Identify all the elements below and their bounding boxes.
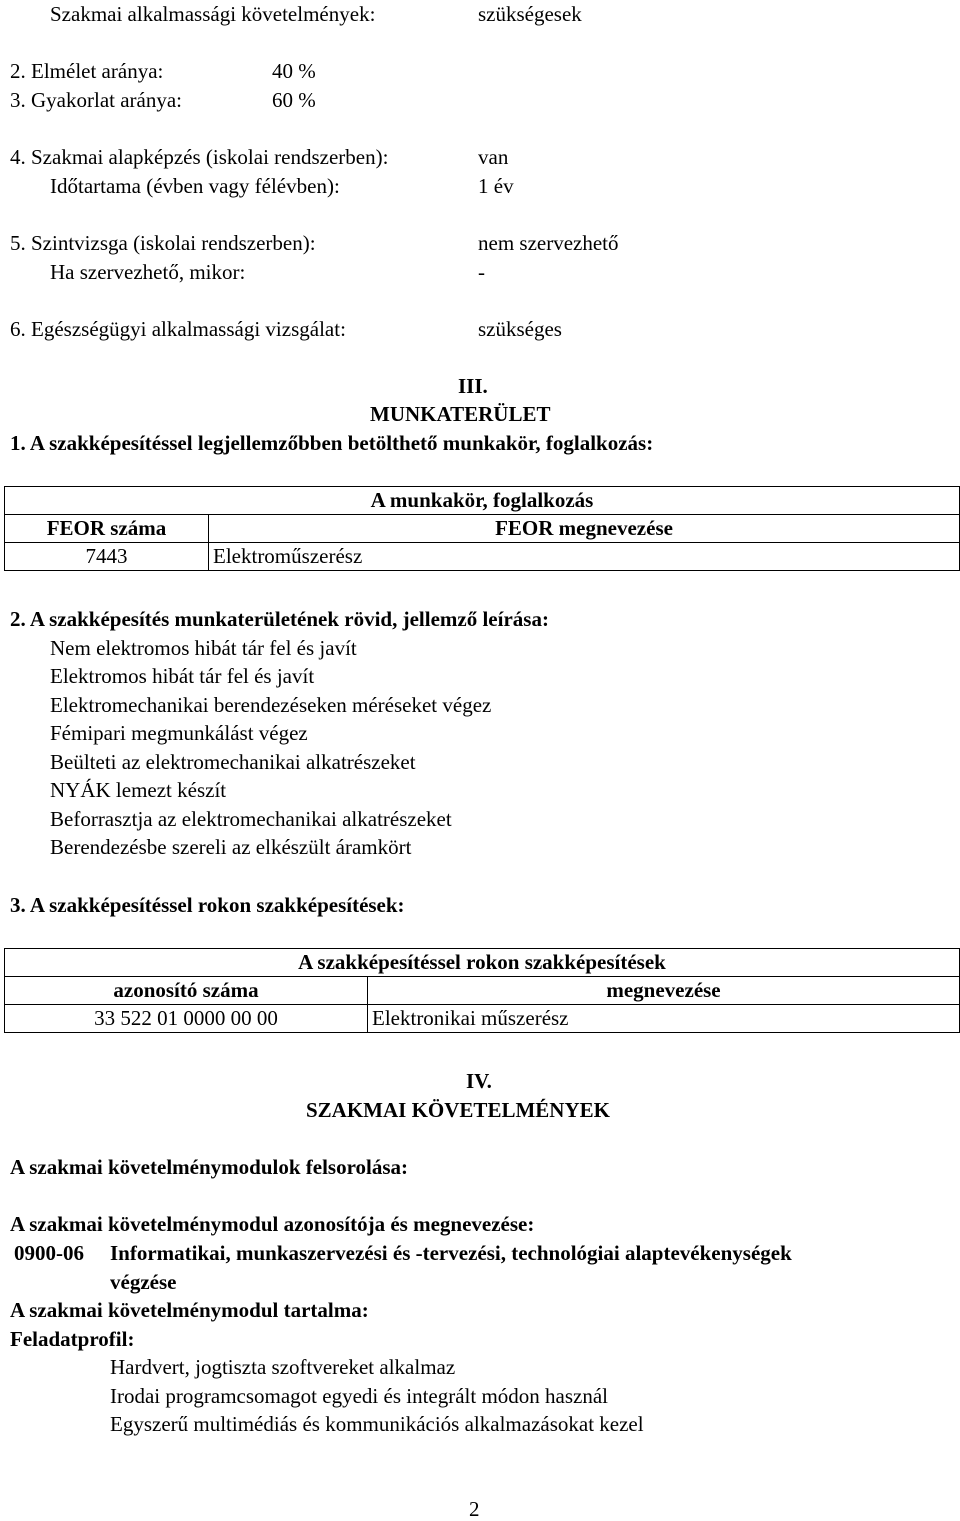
section3-title: MUNKATERÜLET: [370, 402, 551, 426]
module-name-line-2: végzése: [110, 1270, 177, 1294]
related-table-header-row: [5, 949, 960, 977]
occupation-table-header: A munkakör, foglalkozás: [5, 487, 960, 515]
module-name-line-1: Informatikai, munkaszervezési és -tervezési, technológiai alaptevékenységek: [110, 1241, 792, 1265]
table-row: [5, 543, 960, 571]
related-table-column-row: [5, 977, 960, 1005]
section4-numeral: IV.: [466, 1069, 492, 1093]
related-code-header: azonosító száma: [5, 977, 368, 1005]
task-item: Fémipari megmunkálást végez: [50, 721, 308, 745]
task-item: NYÁK lemezt készít: [50, 778, 227, 802]
module-content-heading: A szakmai követelménymodul tartalma:: [10, 1298, 369, 1322]
feor-code-cell: 7443: [5, 543, 209, 571]
related-code-cell: 33 522 01 0000 00 00: [5, 1005, 368, 1033]
task-item: Beforrasztja az elektromechanikai alkatrészeket: [50, 807, 452, 831]
level-exam-label: 5. Szintvizsga (iskolai rendszerben):: [10, 231, 316, 255]
theory-ratio-value: 40 %: [272, 59, 316, 83]
task-item: Elektromechanikai berendezéseken méréseket végez: [50, 693, 492, 717]
exam-when-value: -: [478, 260, 485, 284]
task-item: Berendezésbe szereli az elkészült áramkört: [50, 835, 412, 859]
related-qualifications-table: [4, 948, 960, 1033]
duration-label: Időtartama (évben vagy félévben):: [50, 174, 340, 198]
related-name-header: megnevezése: [368, 977, 960, 1005]
task-item: Beülteti az elektromechanikai alkatrészeket: [50, 750, 416, 774]
requirements-value: szükségesek: [478, 2, 582, 26]
module-id-heading: A szakmai követelménymodul azonosítója és megnevezése:: [10, 1212, 535, 1236]
section3-numeral: III.: [458, 374, 488, 398]
task-item: Elektromos hibát tár fel és javít: [50, 664, 315, 688]
theory-ratio-label: 2. Elmélet aránya:: [10, 59, 164, 83]
basic-training-label: 4. Szakmai alapképzés (iskolai rendszerben):: [10, 145, 389, 169]
feor-name-header: FEOR megnevezése: [209, 515, 960, 543]
task-item: Nem elektromos hibát tár fel és javít: [50, 636, 357, 660]
related-name-cell: Elektronikai műszerész: [368, 1005, 960, 1033]
health-exam-label: 6. Egészségügyi alkalmassági vizsgálat:: [10, 317, 346, 341]
health-exam-value: szükséges: [478, 317, 562, 341]
module-list-heading: A szakmai követelménymodulok felsorolása:: [10, 1155, 409, 1179]
profile-item: Hardvert, jogtiszta szoftvereket alkalmaz: [110, 1355, 456, 1379]
profile-item: Irodai programcsomagot egyedi és integrált módon használ: [110, 1384, 609, 1408]
feor-code-header: FEOR száma: [5, 515, 209, 543]
section3-question-2: 2. A szakképesítés munkaterületének rövid, jellemző leírása:: [10, 607, 549, 631]
profile-item: Egyszerű multimédiás és kommunikációs alkalmazásokat kezel: [110, 1412, 644, 1436]
occupation-table-column-row: [5, 515, 960, 543]
feor-name-cell: Elektroműszerész: [209, 543, 960, 571]
section3-question-1: 1. A szakképesítéssel legjellemzőbben betölthető munkakör, foglalkozás:: [10, 431, 654, 455]
basic-training-value: van: [478, 145, 509, 169]
table-row: [5, 1005, 960, 1033]
related-table-header: A szakképesítéssel rokon szakképesítések: [5, 949, 960, 977]
occupation-table-header-row: [5, 487, 960, 515]
practice-ratio-label: 3. Gyakorlat aránya:: [10, 88, 183, 112]
practice-ratio-value: 60 %: [272, 88, 316, 112]
section4-title: SZAKMAI KÖVETELMÉNYEK: [306, 1098, 610, 1122]
module-code: 0900-06: [14, 1241, 84, 1265]
requirements-label: Szakmai alkalmassági követelmények:: [50, 2, 376, 26]
level-exam-value: nem szervezhető: [478, 231, 619, 255]
profile-heading: Feladatprofil:: [10, 1327, 135, 1351]
page-number: 2: [469, 1497, 480, 1521]
exam-when-label: Ha szervezhető, mikor:: [50, 260, 246, 284]
duration-value: 1 év: [478, 174, 514, 198]
section3-question-3: 3. A szakképesítéssel rokon szakképesítések:: [10, 893, 405, 917]
occupation-table: [4, 486, 960, 571]
